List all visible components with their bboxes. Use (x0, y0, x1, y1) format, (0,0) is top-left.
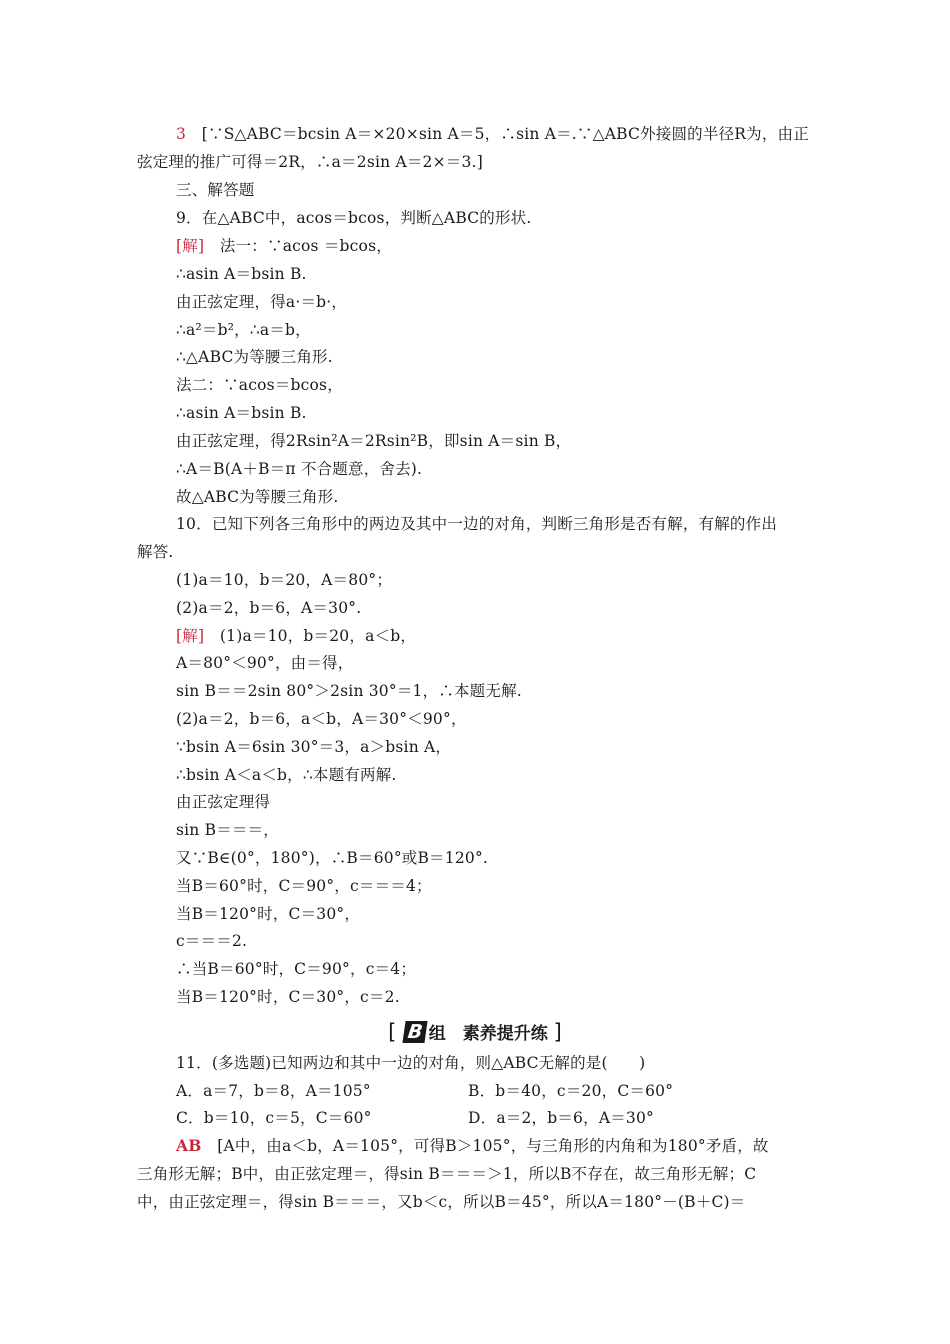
solution-label: [解] (176, 627, 205, 645)
text-line: 三角形无解；B中，由正弦定理＝，得sin B＝＝＝＞1，所以B不存在，故三角形无解；C (137, 1165, 757, 1183)
text-line: 当B＝120°时，C＝30°，c＝2. (176, 988, 400, 1006)
text-line: ∴A＝B(A＋B＝π 不合题意，舍去). (176, 460, 423, 478)
solution-label: [解] (176, 237, 205, 255)
text-line: ∴asin A＝bsin B. (176, 265, 307, 283)
section-title: 三、解答题 (176, 181, 255, 199)
section-header-title: 组 素养提升练 (428, 1024, 548, 1044)
bracket-right: ] (553, 1020, 562, 1044)
question-10: 10．已知下列各三角形中的两边及其中一边的对角，判断三角形是否有解，有解的作出 (176, 515, 778, 533)
text-line: 由正弦定理得 (176, 793, 271, 811)
question-11: 11．(多选题)已知两边和其中一边的对角，则△ABC无解的是( ) (176, 1054, 646, 1072)
text-line: 当B＝120°时，C＝30°， (176, 905, 361, 923)
text-line: ∵bsin A＝6sin 30°＝3，a＞bsin A， (176, 738, 452, 756)
text-line: 当B＝60°时，C＝90°，c＝＝＝4； (176, 877, 432, 895)
text-line: (2)a＝2，b＝6，A＝30°. (176, 599, 362, 617)
option-a: A．a＝7，b＝8，A＝105° (176, 1082, 371, 1100)
text-line: sin B＝＝＝， (176, 821, 280, 839)
answer-11-start: AB [A中，由a＜b，A＝105°，可得B＞105°，与三角形的内角和为180°矛盾，故 (176, 1136, 769, 1155)
section-header-row (0, 1017, 950, 1047)
text-line: ∴bsin A＜a＜b，∴本题有两解. (176, 766, 397, 784)
text-line: c＝＝＝2. (176, 932, 248, 950)
solution-9-start: [解] 法一：∵acos ＝bcos， (176, 237, 392, 255)
text-line: sin B＝＝2sin 80°＞2sin 30°＝1，∴本题无解. (176, 682, 522, 700)
text-line: 由正弦定理，得a·＝b·， (176, 293, 348, 311)
option-b: B．b＝40，c＝20，C＝60° (468, 1082, 674, 1100)
text-line: 又∵B∈(0°，180°)，∴B＝60°或B＝120°. (176, 849, 489, 867)
text-line: (2)a＝2，b＝6，a＜b，A＝30°＜90°， (176, 710, 467, 728)
group-letter-badge: B (403, 1021, 429, 1043)
answer-label: 3 (176, 125, 187, 143)
text-line: ∴△ABC为等腰三角形. (176, 348, 333, 366)
text-line: ∴asin A＝bsin B. (176, 404, 307, 422)
solution-10-start: [解] (1)a＝10，b＝20，a＜b， (176, 627, 417, 645)
question-9: 9．在△ABC中，acos＝bcos，判断△ABC的形状. (176, 209, 532, 227)
text-line: ∴a²＝b²，∴a＝b， (176, 321, 311, 339)
text-line: 故△ABC为等腰三角形. (176, 488, 339, 506)
text-line-2: 弦定理的推广可得＝2R，∴a＝2sin A＝2×＝3.] (137, 153, 483, 171)
text-line: 法二：∵acos＝bcos， (176, 376, 343, 394)
text-line: 由正弦定理，得2Rsin²A＝2Rsin²B，即sin A＝sin B， (176, 432, 572, 450)
text-line-1: 3 [∵S△ABC＝bcsin A＝×20×sin A＝5，∴sin A＝.∵△ABC外接圆的半径R为，由正 (176, 125, 809, 143)
answer-label: AB (176, 1136, 202, 1155)
option-c: C．b＝10，c＝5，C＝60° (176, 1109, 372, 1127)
text-line: 中，由正弦定理＝，得sin B＝＝＝，又b＜c，所以B＝45°，所以A＝180°－(B＋C)＝ (137, 1193, 746, 1211)
text-line: 解答. (137, 543, 174, 561)
bracket-left: [ (388, 1020, 397, 1044)
text-line: ∴当B＝60°时，C＝90°，c＝4； (176, 960, 417, 978)
text-line: (1)a＝10，b＝20，A＝80°； (176, 571, 393, 589)
text-line: A＝80°＜90°，由＝得， (176, 654, 354, 672)
option-d: D．a＝2，b＝6，A＝30° (468, 1109, 654, 1127)
section-header (388, 1017, 562, 1049)
